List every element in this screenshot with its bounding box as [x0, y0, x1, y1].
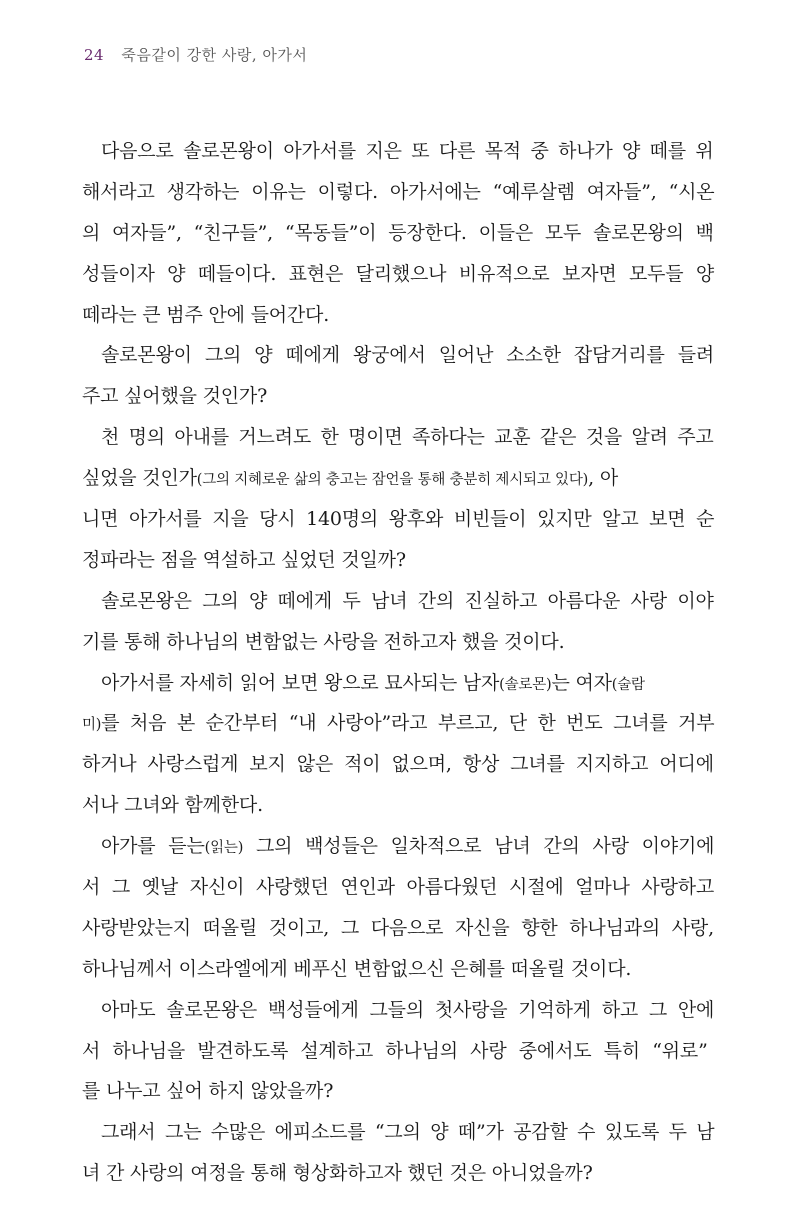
text-line: 녀 간 사랑의 여정을 통해 형상화하고자 했던 것은 아니었을까? — [82, 1162, 593, 1185]
parenthetical-note: 미) — [82, 717, 102, 734]
text-line: 아마도 솔로몬왕은 백성들에게 그들의 첫사랑을 기억하게 하고 그 안에 — [101, 998, 715, 1021]
text-line: 기를 통해 하나님의 변함없는 사랑을 전하고자 했을 것이다. — [82, 630, 565, 653]
line-text: , 아 — [588, 467, 618, 490]
text-line: 성들이자 양 떼들이다. 표현은 달리했으나 비유적으로 보자면 모두들 양 — [82, 262, 715, 285]
text-line: 를 나누고 싶어 하지 않았을까? — [82, 1080, 334, 1103]
text-line: 해서라고 생각하는 이유는 이렇다. 아가서에는 “예루살렘 여자들”, “시온 — [82, 180, 715, 203]
text-line: 서 하나님을 발견하도록 설계하고 하나님의 사랑 중에서도 특히 “위로” — [82, 1039, 708, 1062]
text-line — [82, 663, 714, 704]
line-text: 그의 백성들은 일차적으로 남녀 간의 사랑 이야기에 — [243, 835, 715, 858]
text-line — [82, 703, 714, 744]
page-number: 24 — [84, 46, 105, 64]
text-line: 솔로몬왕이 그의 양 떼에게 왕궁에서 일어난 소소한 잡담거리를 들려 — [101, 344, 715, 367]
running-title: 죽음같이 강한 사랑, 아가서 — [121, 46, 308, 64]
parenthetical-note: (그의 지혜로운 삶의 충고는 잠언을 통해 충분히 제시되고 있다) — [196, 472, 589, 489]
text-line: 솔로몬왕은 그의 양 떼에게 두 남녀 간의 진실하고 아름다운 사랑 이야 — [101, 589, 714, 612]
text-line: 그래서 그는 수많은 에피소드를 “그의 양 떼”가 공감할 수 있도록 두 남 — [101, 1121, 715, 1144]
parenthetical-note: (솔로몬) — [499, 676, 552, 693]
text-line — [82, 826, 714, 867]
text-line: 다음으로 솔로몬왕이 아가서를 지은 또 다른 목적 중 하나가 양 떼를 위 — [101, 140, 714, 162]
line-text: 를 처음 본 순간부터 “내 사랑아”라고 부르고, 단 한 번도 그녀를 거부 — [101, 712, 715, 735]
text-line: 하나님께서 이스라엘에게 베푸신 변함없으신 은혜를 떠올릴 것이다. — [82, 957, 632, 980]
body-text — [82, 131, 714, 1194]
text-line: 서나 그녀와 함께한다. — [82, 794, 263, 817]
text-line: 서 그 옛날 자신이 사랑했던 연인과 아름다웠던 시절에 얼마나 사랑하고 — [82, 876, 715, 899]
text-line: 떼라는 큰 범주 안에 들어간다. — [82, 303, 330, 326]
line-text: 는 여자 — [551, 671, 612, 694]
text-line: 의 여자들”, “친구들”, “목동들”이 등장한다. 이들은 모두 솔로몬왕의 백 — [82, 221, 714, 244]
text-line: 주고 싶어했을 것인가? — [82, 385, 268, 408]
line-text: 아가서를 자세히 읽어 보면 왕으로 묘사되는 남자 — [101, 671, 500, 694]
line-text: 싶었을 것인가 — [82, 467, 197, 490]
text-line: 천 명의 아내를 거느려도 한 명이면 족하다는 교훈 같은 것을 알려 주고 — [101, 426, 714, 449]
parenthetical-note: (읽는) — [204, 840, 244, 857]
line-text: 아가를 듣는 — [101, 835, 205, 858]
parenthetical-note: (술람 — [611, 676, 645, 693]
text-line: 하거나 사랑스럽게 보지 않은 적이 없으며, 항상 그녀를 지지하고 어디에 — [82, 753, 714, 776]
text-line: 정파라는 점을 역설하고 싶었던 것일까? — [82, 548, 406, 571]
text-line — [82, 458, 714, 499]
running-header — [84, 44, 307, 65]
text-line: 니면 아가서를 지을 당시 140명의 왕후와 비빈들이 있지만 알고 보면 순 — [82, 508, 715, 531]
text-line: 사랑받았는지 떠올릴 것이고, 그 다음으로 자신을 향한 하나님과의 사랑, — [82, 916, 714, 939]
